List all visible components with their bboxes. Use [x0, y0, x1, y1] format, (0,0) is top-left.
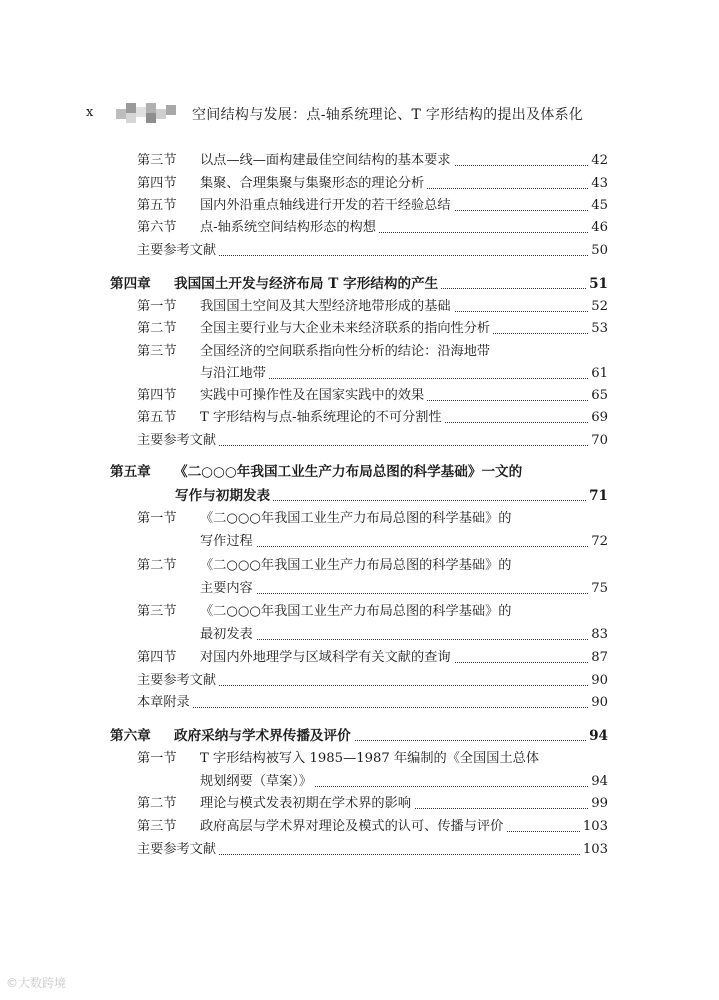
toc-entry	[0, 461, 719, 483]
toc-label: 第六节	[137, 220, 177, 235]
toc-title: 最初发表	[200, 627, 256, 642]
toc-entry	[0, 173, 719, 195]
toc-entry	[0, 273, 719, 295]
leader-dots	[200, 593, 604, 594]
toc-title: 实践中可操作性及在国家实践中的效果	[200, 388, 427, 403]
toc-entry	[0, 771, 719, 793]
toc-page-number: 42	[588, 150, 608, 172]
toc-entry	[0, 555, 719, 577]
toc-page-number: 53	[588, 318, 608, 340]
toc-page-number: 72	[588, 531, 608, 553]
toc-page-number: 50	[588, 240, 608, 262]
toc-page-number: 45	[588, 195, 608, 217]
toc-label: 第五节	[137, 198, 177, 213]
toc-entry	[0, 407, 719, 429]
toc-title: 《二○○○年我国工业生产力布局总图的科学基础》的	[200, 558, 514, 573]
toc-title: 主要参考文献	[137, 243, 219, 258]
toc-entry	[0, 601, 719, 623]
mosaic-logo-icon	[116, 103, 176, 125]
toc-label: 第三节	[137, 819, 177, 834]
toc-entry	[0, 318, 719, 340]
toc-title: 点-轴系统空间结构形态的构想	[200, 220, 379, 235]
toc-label: 第五章	[110, 464, 151, 480]
leader-dots	[200, 546, 604, 547]
toc-page-number: 71	[586, 485, 608, 507]
toc-title: 《二○○○年我国工业生产力布局总图的科学基础》一文的	[174, 464, 525, 480]
toc-page-number: 61	[588, 363, 608, 385]
toc-entry	[0, 296, 719, 318]
toc-title: 我国国土空间及其大型经济地带形成的基础	[200, 299, 454, 314]
running-header	[86, 103, 646, 127]
toc-title: 《二○○○年我国工业生产力布局总图的科学基础》的	[200, 511, 514, 526]
page-number: x	[86, 105, 94, 120]
toc-page-number: 46	[588, 217, 608, 239]
toc-entry	[0, 670, 719, 692]
toc-title: 集聚、合理集聚与集聚形态的理论分析	[200, 176, 427, 191]
toc-page-number: 94	[586, 725, 608, 747]
toc-title: T 字形结构与点-轴系统理论的不可分割性	[200, 410, 445, 425]
toc-page-number: 87	[588, 647, 608, 669]
toc-title: 写作与初期发表	[175, 488, 273, 504]
toc-page-number: 51	[586, 273, 608, 295]
toc-entry	[0, 816, 719, 838]
toc-page-number: 75	[588, 578, 608, 600]
toc-label: 第三节	[137, 153, 177, 168]
toc-title: 以点—线—面构建最佳空间结构的基本要求	[200, 153, 454, 168]
toc-title: 写作过程	[200, 534, 256, 549]
toc-label: 第二节	[137, 796, 177, 811]
toc-entry	[0, 240, 719, 262]
toc-entry	[0, 578, 719, 600]
toc-title: 我国国土开发与经济布局 T 字形结构的产生	[174, 276, 441, 292]
toc-entry	[0, 195, 719, 217]
toc-entry	[0, 341, 719, 363]
toc-label: 第五节	[137, 410, 177, 425]
toc-entry	[0, 725, 719, 747]
toc-label: 第三节	[137, 344, 177, 359]
toc-title: 政府采纳与学术界传播及评价	[174, 728, 354, 744]
toc-label: 第四章	[110, 276, 151, 292]
toc-page-number: 90	[588, 670, 608, 692]
toc-title: 主要参考文献	[137, 673, 219, 688]
toc-title: 本章附录	[137, 695, 193, 710]
toc-title: 主要参考文献	[137, 433, 219, 448]
toc-title: 全国主要行业与大企业未来经济联系的指向性分析	[200, 321, 493, 336]
toc-entry	[0, 793, 719, 815]
toc-entry	[0, 430, 719, 452]
toc-title: 全国经济的空间联系指向性分析的结论：沿海地带	[200, 344, 493, 359]
toc-label: 第一节	[137, 299, 177, 314]
toc-page-number: 43	[588, 173, 608, 195]
leader-dots	[137, 707, 604, 708]
toc-entry	[0, 385, 719, 407]
leader-dots	[200, 639, 604, 640]
toc-title: 国内外沿重点轴线进行开发的若干经验总结	[200, 198, 454, 213]
toc-entry	[0, 363, 719, 385]
toc-title: 主要内容	[200, 581, 256, 596]
running-title: 空间结构与发展：点-轴系统理论、T 字形结构的提出及体系化	[192, 107, 584, 123]
toc-entry	[0, 508, 719, 530]
toc-entry	[0, 748, 719, 770]
toc-page-number: 83	[588, 624, 608, 646]
toc-label: 第四节	[137, 650, 177, 665]
toc-label: 第三节	[137, 604, 177, 619]
toc-page-number: 69	[588, 407, 608, 429]
toc-entry	[0, 839, 719, 861]
toc-title: T 字形结构被写入 1985—1987 年编制的《全国国土总体	[200, 751, 542, 766]
toc-entry	[0, 647, 719, 669]
toc-title: 与沿江地带	[200, 366, 269, 381]
toc-label: 第一节	[137, 751, 177, 766]
toc-title: 理论与模式发表初期在学术界的影响	[200, 796, 414, 811]
toc-page-number: 90	[588, 692, 608, 714]
toc-label: 第二节	[137, 321, 177, 336]
toc-page-number: 99	[588, 793, 608, 815]
toc-title: 规划纲要（草案）》	[200, 774, 315, 789]
toc-entry	[0, 485, 719, 507]
toc-label: 第一节	[137, 511, 177, 526]
toc-label: 第二节	[137, 558, 177, 573]
toc-page-number: 94	[588, 771, 608, 793]
toc-entry	[0, 692, 719, 714]
watermark: ©大数跨境	[6, 976, 67, 990]
toc-label: 第四节	[137, 388, 177, 403]
toc-page-number: 103	[580, 839, 608, 861]
toc-page-number: 70	[588, 430, 608, 452]
toc-entry	[0, 150, 719, 172]
toc-label: 第四节	[137, 176, 177, 191]
toc-entry	[0, 531, 719, 553]
toc-entry	[0, 217, 719, 239]
toc-title: 政府高层与学术界对理论及模式的认可、传播与评价	[200, 819, 506, 834]
toc-title: 主要参考文献	[137, 842, 219, 857]
toc-label: 第六章	[110, 728, 151, 744]
toc-page-number: 52	[588, 296, 608, 318]
toc-page-number: 65	[588, 385, 608, 407]
toc-title: 《二○○○年我国工业生产力布局总图的科学基础》的	[200, 604, 514, 619]
toc-title: 对国内外地理学与区域科学有关文献的查询	[200, 650, 454, 665]
toc-entry	[0, 624, 719, 646]
toc-page-number: 103	[580, 816, 608, 838]
